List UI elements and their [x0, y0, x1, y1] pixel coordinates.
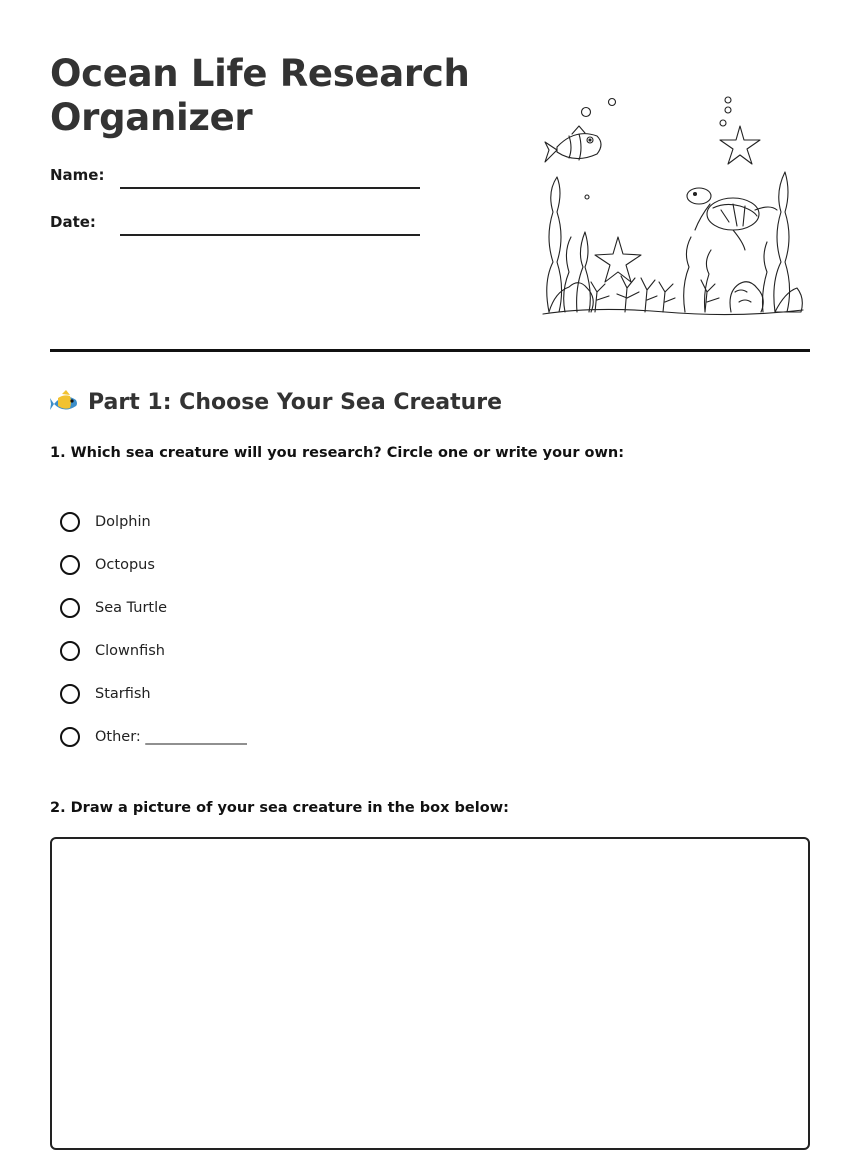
page-title: Ocean Life Research Organizer	[50, 52, 470, 139]
section-heading	[50, 388, 502, 416]
ocean-scene-illustration	[535, 92, 805, 322]
date-label: Date:	[50, 213, 96, 231]
option-label: Clownfish	[95, 643, 165, 659]
seaweed-drawing	[547, 172, 790, 312]
radio-circle[interactable]	[60, 555, 80, 575]
drawing-box[interactable]	[50, 837, 810, 1150]
option-sea-turtle[interactable]	[60, 595, 167, 621]
date-line[interactable]	[120, 234, 420, 236]
option-other[interactable]	[60, 724, 247, 750]
option-starfish[interactable]	[60, 681, 151, 707]
turtle-drawing	[687, 188, 777, 250]
starfish-drawing	[720, 126, 760, 164]
option-label: Octopus	[95, 557, 155, 573]
question-2: 2. Draw a picture of your sea creature in the box below:	[50, 800, 509, 816]
radio-circle[interactable]	[60, 727, 80, 747]
option-dolphin[interactable]	[60, 509, 151, 535]
date-field[interactable]	[50, 213, 430, 243]
name-label: Name:	[50, 166, 105, 184]
option-label: Sea Turtle	[95, 600, 168, 616]
option-label: Dolphin	[95, 514, 151, 530]
option-label: Other: ______________	[95, 729, 247, 745]
radio-circle[interactable]	[60, 512, 80, 532]
radio-circle[interactable]	[60, 684, 80, 704]
option-clownfish[interactable]	[60, 638, 165, 664]
option-label: Starfish	[95, 686, 151, 702]
radio-circle[interactable]	[60, 641, 80, 661]
fish-drawing	[545, 126, 601, 162]
radio-circle[interactable]	[60, 598, 80, 618]
option-octopus[interactable]	[60, 552, 155, 578]
section-heading-text: Part 1: Choose Your Sea Creature	[88, 389, 503, 415]
name-line[interactable]	[120, 187, 420, 189]
tropical-fish-icon	[50, 388, 80, 416]
question-1: 1. Which sea creature will you research? Circle one or write your own:	[50, 445, 625, 461]
starfish-drawing	[595, 237, 641, 282]
header-divider	[50, 349, 810, 352]
name-field[interactable]	[50, 166, 430, 196]
